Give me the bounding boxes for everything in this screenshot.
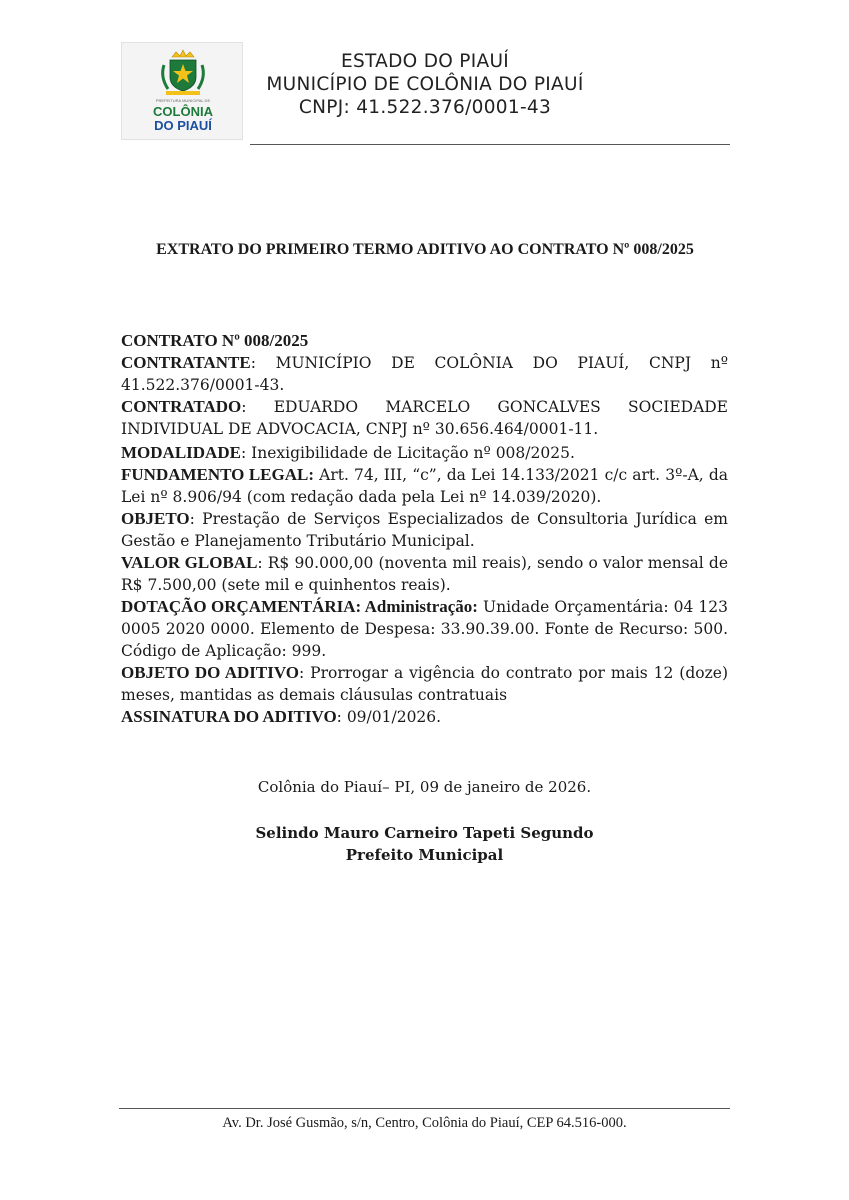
field-value: : Prorrogar a vigência do contrato por mais 12 (doze) meses, mantidas as demais cláusulas contratuais [121, 664, 728, 704]
header-cnpj: CNPJ: 41.522.376/0001-43 [298, 97, 552, 118]
letterhead [250, 50, 600, 119]
field-contrato [121, 330, 728, 352]
field-contratado [121, 396, 728, 440]
field-value: Art. 74, III, “c”, da Lei 14.133/2021 c/c art. 3º-A, da Lei nº 8.906/94 (com redação dada pela Lei nº 14.039/2020). [121, 466, 728, 506]
field-dotacao [121, 596, 728, 662]
municipality-logo [121, 42, 243, 140]
signature-block [121, 822, 728, 866]
field-label: FUNDAMENTO LEGAL: [121, 465, 315, 484]
field-label: CONTRATADO [121, 397, 242, 416]
field-modalidade [121, 442, 728, 464]
field-label: VALOR GLOBAL [121, 553, 258, 572]
field-value: : Prestação de Serviços Especializados de Consultoria Jurídica em Gestão e Planejamento Tributário Municipal. [121, 510, 728, 550]
field-label: OBJETO DO ADITIVO [121, 663, 300, 682]
header-municipality: MUNICÍPIO DE COLÔNIA DO PIAUÍ [266, 74, 584, 95]
footer-address: Av. Dr. José Gusmão, s/n, Centro, Colônia do Piauí, CEP 64.516-000. [222, 1115, 627, 1131]
date-line: Colônia do Piauí– PI, 09 de janeiro de 2026. [257, 778, 592, 796]
logo-line-1: COLÔNIA [153, 104, 213, 119]
field-value: : Inexigibilidade de Licitação nº 008/2025. [240, 444, 575, 462]
field-value: Unidade Orçamentária: 04 123 0005 2020 0000. Elemento de Despesa: 33.90.39.00. Fonte de Recurso: 500. Código de Aplicação: 999. [121, 598, 728, 660]
field-value: : EDUARDO MARCELO GONCALVES SOCIEDADE INDIVIDUAL DE ADVOCACIA, CNPJ nº 30.656.464/0001-11. [121, 398, 728, 438]
field-label: MODALIDADE [121, 443, 241, 462]
header-state: ESTADO DO PIAUÍ [340, 51, 510, 72]
field-label: CONTRATO Nº 008/2025 [121, 331, 309, 350]
field-objeto [121, 508, 728, 552]
logo-small-text: PREFEITURA MUNICIPAL DE [155, 98, 211, 103]
field-valor-global [121, 552, 728, 596]
field-label: CONTRATANTE [121, 353, 251, 372]
document-title: EXTRATO DO PRIMEIRO TERMO ADITIVO AO CONTRATO Nº 008/2025 [156, 241, 694, 258]
field-label: ASSINATURA DO ADITIVO [121, 707, 337, 726]
field-value: : 09/01/2026. [336, 708, 442, 726]
field-fundamento-legal [121, 464, 728, 508]
field-objeto-aditivo [121, 662, 728, 706]
field-label: OBJETO [121, 509, 190, 528]
field-sublabel: Administração: [361, 597, 478, 616]
field-value: : R$ 90.000,00 (noventa mil reais), sendo o valor mensal de R$ 7.500,00 (sete mil e quinhentos reais). [121, 554, 728, 594]
signatory-role: Prefeito Municipal [345, 846, 504, 864]
document-body [121, 330, 728, 728]
field-value: : MUNICÍPIO DE COLÔNIA DO PIAUÍ, CNPJ nº 41.522.376/0001-43. [121, 354, 728, 394]
logo-line-2: DO PIAUÍ [154, 118, 212, 133]
signatory-name: Selindo Mauro Carneiro Tapeti Segundo [255, 824, 594, 842]
footer-divider [119, 1108, 730, 1109]
field-contratante [121, 352, 728, 396]
field-label: DOTAÇÃO ORÇAMENTÁRIA: [121, 597, 362, 616]
header-divider [250, 144, 730, 145]
field-assinatura [121, 706, 728, 728]
